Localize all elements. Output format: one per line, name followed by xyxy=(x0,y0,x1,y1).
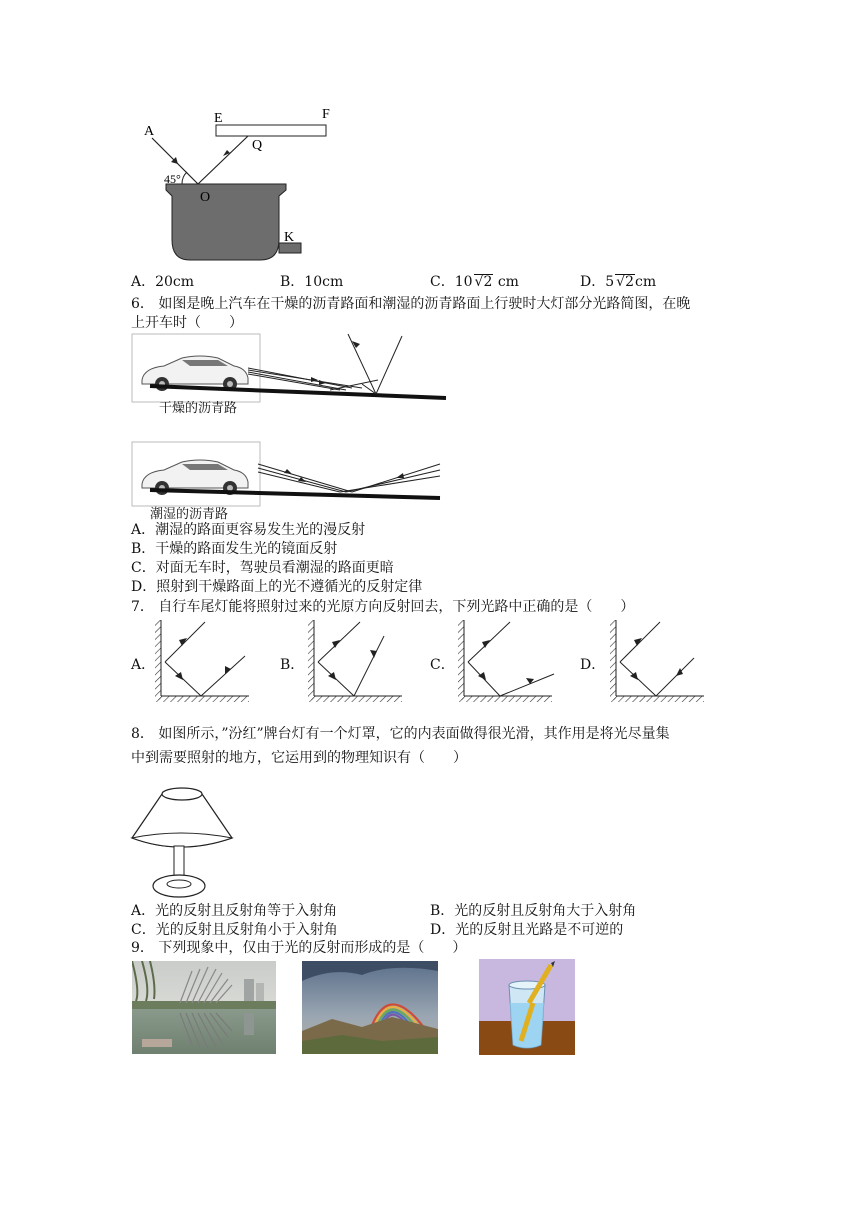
q9-stem: 9． 下列现象中，仅由于光的反射而形成的是（ ） xyxy=(131,940,467,956)
q7-diagram-b xyxy=(308,618,408,708)
reflected-ray xyxy=(198,136,248,184)
q5-option-c: C．10 √2 cm xyxy=(430,274,519,290)
q6-option-c: C．对面无车时，驾驶员看潮湿的路面更暗 xyxy=(131,560,394,576)
q7-option-b-label: B． xyxy=(280,657,305,673)
q7-diagram-c xyxy=(458,618,558,708)
q9-photo-water-reflection xyxy=(132,961,276,1054)
q5-pot-diagram xyxy=(130,100,350,270)
q8-stem-line1: 8． 如图所示，”汾红”牌台灯有一个灯罩，它的内表面做得很光滑，其作用是将光尽量集 xyxy=(131,726,670,742)
q7-option-d-label: D． xyxy=(580,657,606,673)
q8-desk-lamp xyxy=(128,776,238,902)
q6-option-b: B．干燥的路面发生光的镜面反射 xyxy=(131,541,338,557)
q7-diagram-a xyxy=(155,618,255,708)
label-a: A xyxy=(144,124,155,139)
pot-body xyxy=(166,184,286,260)
q5-option-d: D．5 √2cm xyxy=(580,274,657,290)
q8-stem-line2: 中到需要照射的地方，它运用到的物理知识有（ ） xyxy=(131,750,467,766)
q8-option-b: B．光的反射且反射角大于入射角 xyxy=(430,903,637,919)
label-angle: 45° xyxy=(164,172,181,186)
label-o: O xyxy=(200,190,211,205)
q5-option-a: A．20cm xyxy=(131,274,195,290)
q7-stem: 7． 自行车尾灯能将照射过来的光原方向反射回去，下列光路中正确的是（ ） xyxy=(131,599,635,615)
label-e: E xyxy=(214,111,223,126)
label-f: F xyxy=(322,107,330,122)
q9-photo-rainbow xyxy=(302,961,438,1054)
label-k: K xyxy=(284,230,295,245)
q6-option-d: D．照射到干燥路面上的光不遵循光的反射定律 xyxy=(131,579,423,595)
q9-photo-pencil-in-glass xyxy=(479,959,575,1055)
q6-stem-line1: 6． 如图是晚上汽车在干燥的沥青路面和潮湿的沥青路面上行驶时大灯部分光路简图，在晚 xyxy=(131,296,691,312)
q6-caption-dry: 干燥的沥青路 xyxy=(159,401,238,416)
label-q: Q xyxy=(252,138,263,153)
q7-option-c-label: C． xyxy=(430,657,455,673)
q6-stem-line2: 上开车时（ ） xyxy=(131,315,243,331)
mirror-ef xyxy=(216,125,326,136)
q5-option-b: B．10cm xyxy=(280,274,344,290)
q6-wet-road-figure xyxy=(130,440,450,510)
q8-option-c: C．光的反射且反射角小于入射角 xyxy=(131,922,338,938)
q8-option-d: D．光的反射且光路是不可逆的 xyxy=(430,922,624,938)
q7-diagram-d xyxy=(610,618,710,708)
q7-option-a-label: A． xyxy=(131,657,156,673)
q6-caption-wet: 潮湿的沥青路 xyxy=(150,507,229,522)
q6-option-a: A．潮湿的路面更容易发生光的漫反射 xyxy=(131,522,366,538)
q8-option-a: A．光的反射且反射角等于入射角 xyxy=(131,903,338,919)
